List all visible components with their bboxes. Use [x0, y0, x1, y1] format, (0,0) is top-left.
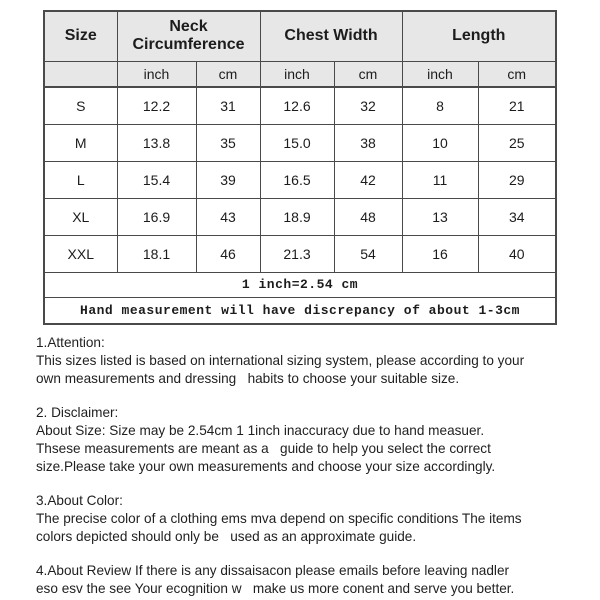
col-header-size: Size [44, 11, 117, 61]
table-header-row [44, 11, 556, 61]
value-cell: 43 [196, 198, 260, 235]
value-cell: 40 [478, 235, 556, 272]
value-cell: 38 [334, 124, 402, 161]
note-line: Thsese measurements are meant as a guide to help you select the correct [36, 441, 491, 456]
value-cell: 16 [402, 235, 478, 272]
notes-block [36, 334, 600, 598]
unit-cell-neck-cm: cm [196, 61, 260, 87]
value-cell: 12.6 [260, 87, 334, 124]
value-cell: 48 [334, 198, 402, 235]
unit-cell-length-cm: cm [478, 61, 556, 87]
value-cell: 21 [478, 87, 556, 124]
size-label-cell: XL [44, 198, 117, 235]
value-cell: 31 [196, 87, 260, 124]
value-cell: 29 [478, 161, 556, 198]
value-cell: 11 [402, 161, 478, 198]
table-footer-measurement-note [44, 297, 556, 324]
value-cell: 21.3 [260, 235, 334, 272]
size-chart-wrapper [43, 10, 600, 325]
note-line: 4.About Review If there is any dissaisacon please emails before leaving nadler [36, 563, 510, 578]
value-cell: 39 [196, 161, 260, 198]
unit-cell-length-inch: inch [402, 61, 478, 87]
value-cell: 16.9 [117, 198, 196, 235]
size-chart-table [43, 10, 557, 325]
value-cell: 25 [478, 124, 556, 161]
size-label-cell: L [44, 161, 117, 198]
value-cell: 15.0 [260, 124, 334, 161]
value-cell: 10 [402, 124, 478, 161]
value-cell: 46 [196, 235, 260, 272]
note-line: own measurements and dressing habits to choose your suitable size. [36, 371, 460, 386]
note-attention [36, 334, 600, 388]
note-about-color [36, 492, 600, 546]
value-cell: 18.9 [260, 198, 334, 235]
note-line: size.Please take your own measurements and choose your size accordingly. [36, 459, 496, 474]
value-cell: 16.5 [260, 161, 334, 198]
note-disclaimer [36, 404, 600, 476]
col-header-chest-width: Chest Width [260, 11, 402, 61]
note-line: 2. Disclaimer: [36, 405, 119, 420]
table-row-s [44, 87, 556, 124]
table-units-row [44, 61, 556, 87]
note-line: colors depicted should only be used as an approximate guide. [36, 529, 417, 544]
col-header-length: Length [402, 11, 556, 61]
value-cell: 12.2 [117, 87, 196, 124]
value-cell: 42 [334, 161, 402, 198]
note-line: The precise color of a clothing ems mva depend on specific conditions The items [36, 511, 522, 526]
size-label-cell: M [44, 124, 117, 161]
col-header-neck-circumference: Neck Circumference [117, 11, 260, 61]
value-cell: 13.8 [117, 124, 196, 161]
measurement-discrepancy-note: Hand measurement will have discrepancy of about 1-3cm [44, 297, 556, 324]
note-line: eso esv the see Your ecognition w make us more conent and serve you better. [36, 581, 515, 596]
unit-cell-neck-inch: inch [117, 61, 196, 87]
value-cell: 18.1 [117, 235, 196, 272]
note-line: About Size: Size may be 2.54cm 1 1inch inaccuracy due to hand measuer. [36, 423, 485, 438]
table-row-l [44, 161, 556, 198]
value-cell: 54 [334, 235, 402, 272]
size-label-cell: XXL [44, 235, 117, 272]
value-cell: 35 [196, 124, 260, 161]
unit-cell-chest-cm: cm [334, 61, 402, 87]
unit-cell-chest-inch: inch [260, 61, 334, 87]
value-cell: 13 [402, 198, 478, 235]
note-about-review [36, 562, 600, 598]
inch-conversion-note: 1 inch=2.54 cm [44, 272, 556, 297]
table-row-xxl [44, 235, 556, 272]
table-row-m [44, 124, 556, 161]
table-row-xl [44, 198, 556, 235]
value-cell: 15.4 [117, 161, 196, 198]
note-line: This sizes listed is based on international sizing system, please according to your [36, 353, 525, 368]
value-cell: 34 [478, 198, 556, 235]
note-line: 3.About Color: [36, 493, 123, 508]
size-label-cell: S [44, 87, 117, 124]
unit-cell-empty [44, 61, 117, 87]
note-line: 1.Attention: [36, 335, 105, 350]
value-cell: 32 [334, 87, 402, 124]
value-cell: 8 [402, 87, 478, 124]
table-footer-inch-conversion [44, 272, 556, 297]
